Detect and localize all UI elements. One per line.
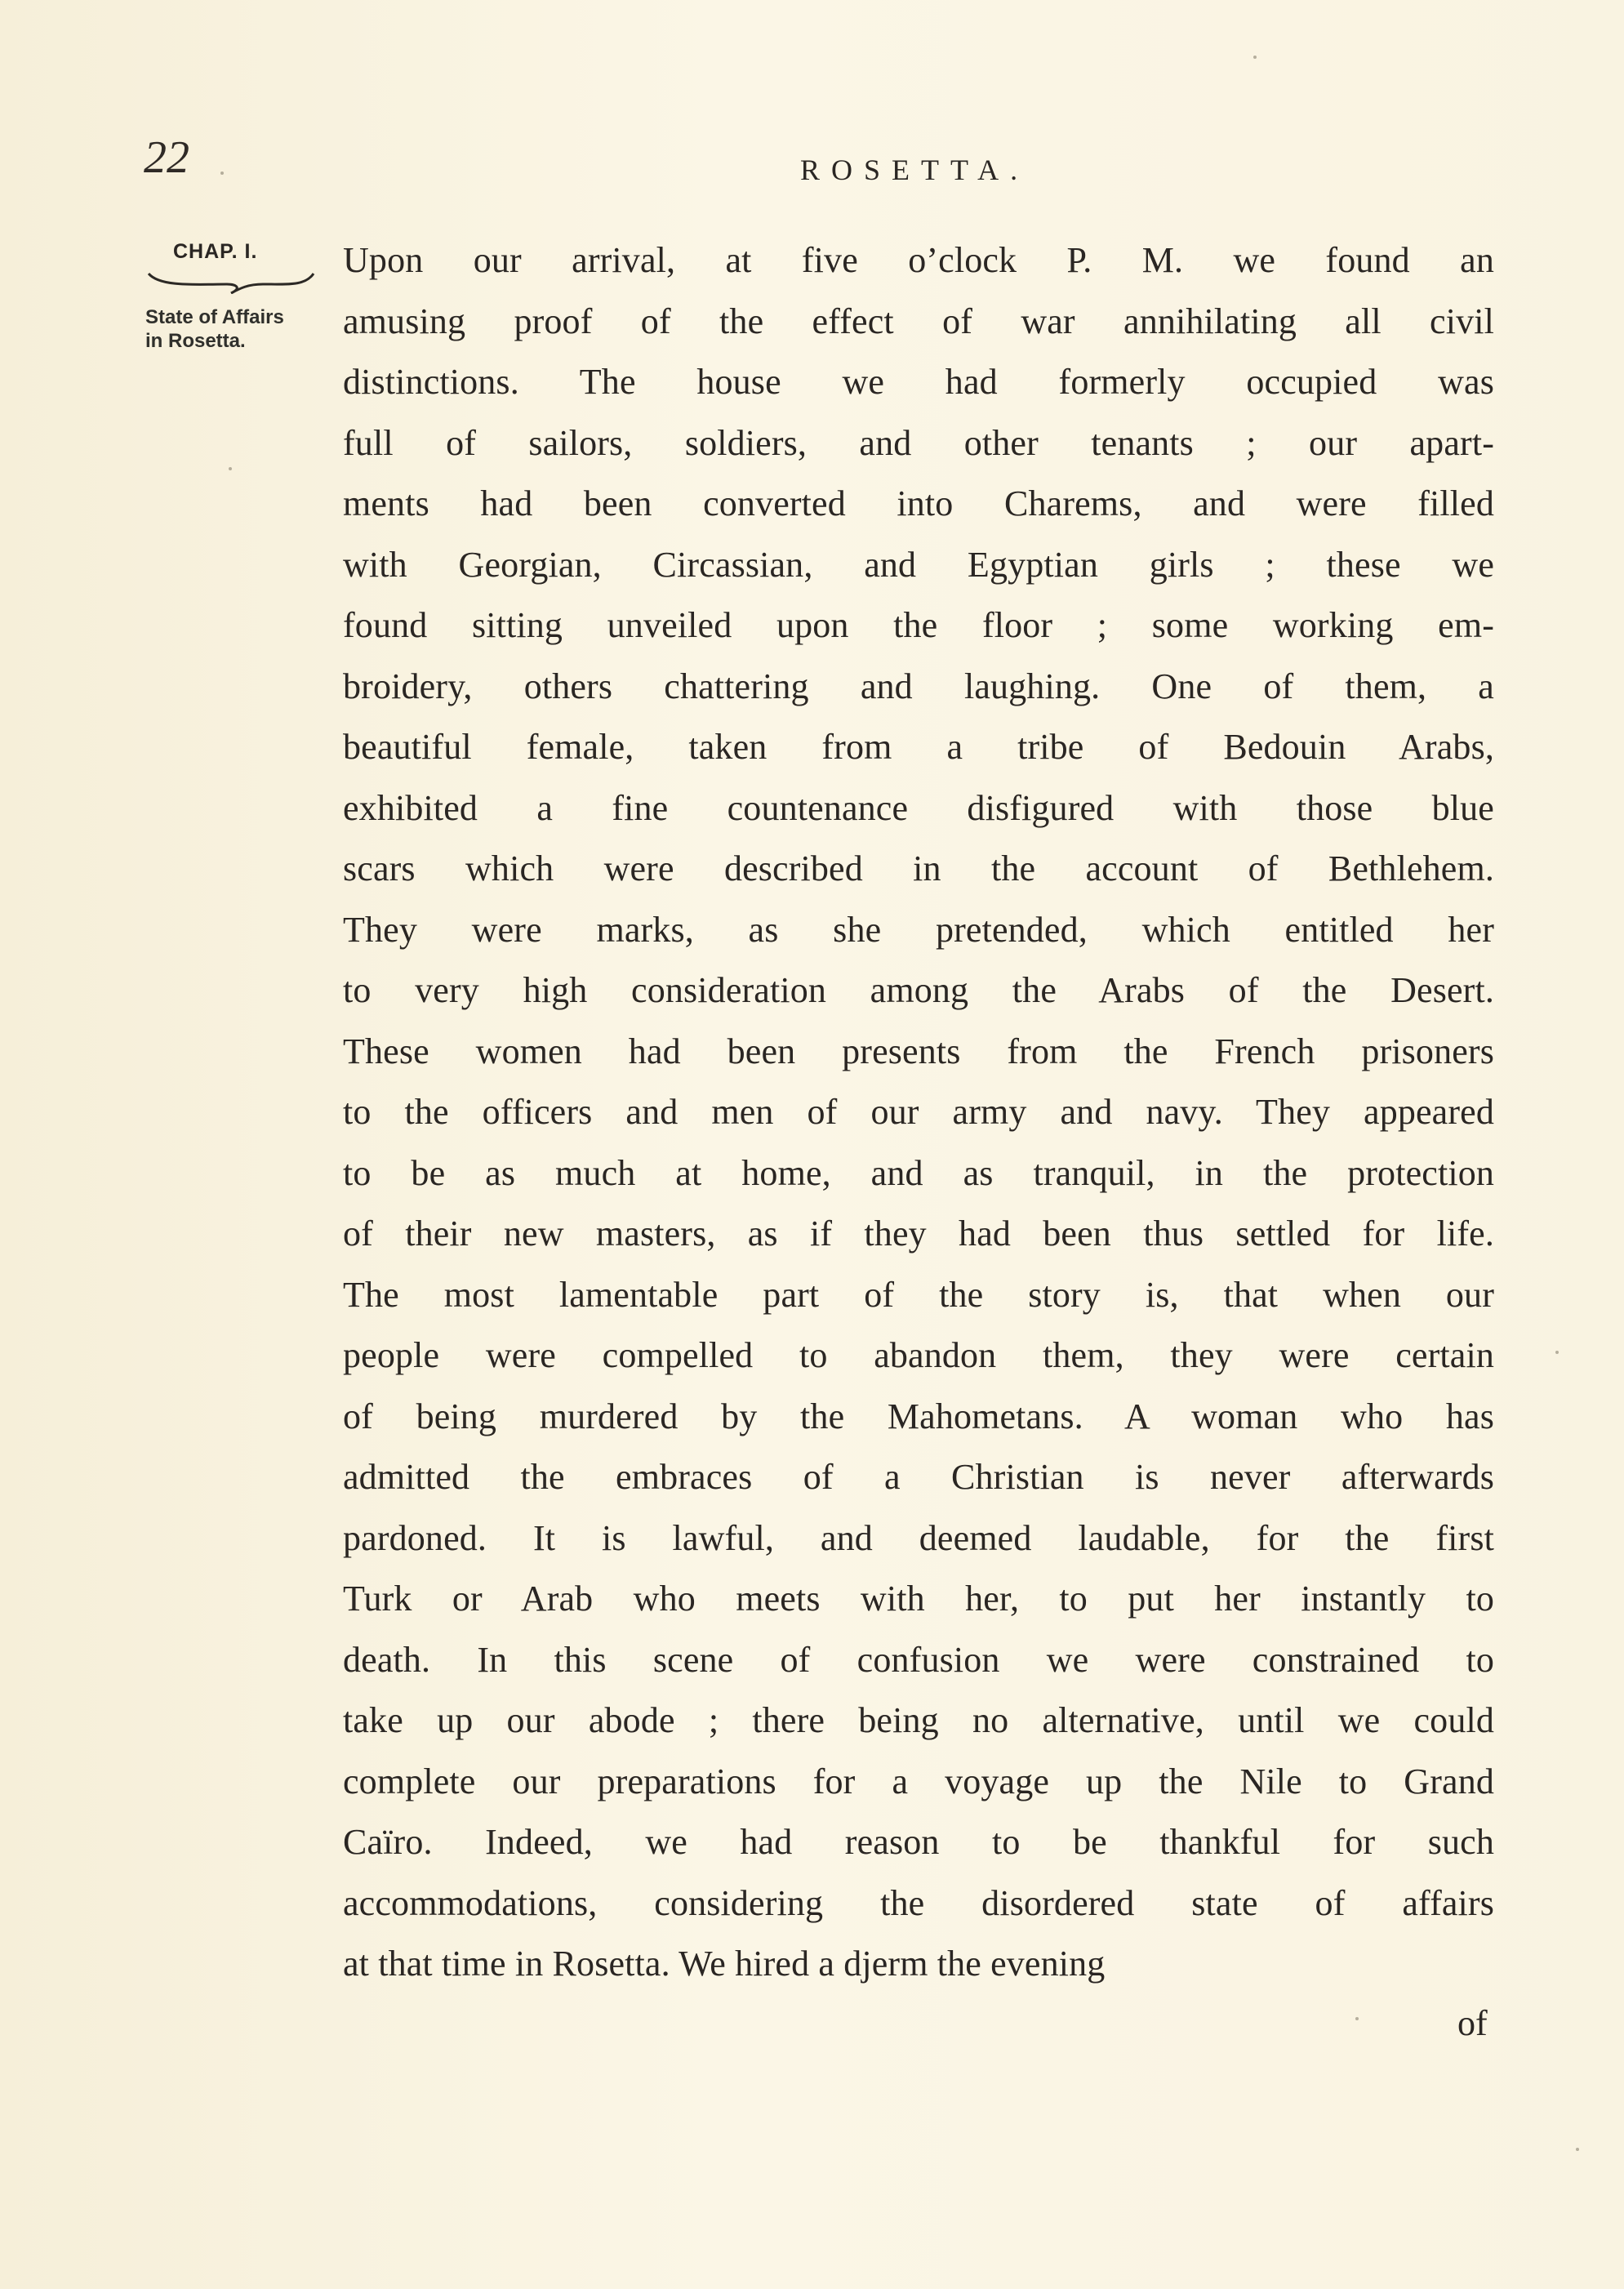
text-line: with Georgian, Circassian, and Egyptian girls ; these we <box>343 544 1494 585</box>
paper-speck <box>229 467 232 470</box>
text-line: distinctions. The house we had formerly occupied was <box>343 362 1494 402</box>
text-line: The most lamentable part of the story is, that when our <box>343 1274 1494 1315</box>
paper-speck <box>1355 2017 1359 2020</box>
text-line: to the officers and men of our army and navy. They appeared <box>343 1092 1494 1132</box>
catchword: of <box>1457 2003 1488 2043</box>
text-line: death. In this scene of confusion we were constrained to <box>343 1639 1494 1680</box>
chapter-label: CHAP. I. <box>173 240 258 263</box>
text-line: ments had been converted into Charems, and were filled <box>343 483 1494 523</box>
running-head: ROSETTA. <box>800 154 1030 186</box>
paper-speck <box>220 171 224 175</box>
text-line: complete our preparations for a voyage up the Nile to Grand <box>343 1761 1494 1801</box>
paper-speck <box>1576 2148 1579 2151</box>
text-line: at that time in Rosetta. We hired a djerm the evening <box>343 1944 1106 1984</box>
chapter-brace <box>145 269 317 294</box>
text-line: to very high consideration among the Arabs of the Desert. <box>343 970 1494 1010</box>
paper-speck <box>1253 56 1257 59</box>
text-line: of being murdered by the Mahometans. A woman who has <box>343 1396 1494 1436</box>
text-line: to be as much at home, and as tranquil, in the protection <box>343 1152 1494 1193</box>
body-text <box>343 230 1494 1995</box>
text-line: amusing proof of the effect of war annihilating all civil <box>343 301 1494 341</box>
text-line: of their new masters, as if they had been thus settled for life. <box>343 1214 1494 1254</box>
text-line: Upon our arrival, at five o’clock P. M. we found an <box>343 240 1494 280</box>
text-line: These women had been presents from the French prisoners <box>343 1031 1494 1071</box>
text-line: Turk or Arab who meets with her, to put her instantly to <box>343 1579 1494 1619</box>
text-line: Caïro. Indeed, we had reason to be thankful for such <box>343 1822 1494 1862</box>
page-number: 22 <box>144 132 189 183</box>
text-line: scars which were described in the account of Bethlehem. <box>343 848 1494 888</box>
text-line: people were compelled to abandon them, they were certain <box>343 1335 1494 1375</box>
paper-speck <box>1555 1351 1559 1354</box>
text-line: admitted the embraces of a Christian is never afterwards <box>343 1457 1494 1497</box>
text-line: beautiful female, taken from a tribe of Bedouin Arabs, <box>343 727 1494 767</box>
text-line: broidery, others chattering and laughing. One of them, a <box>343 666 1494 706</box>
text-line: take up our abode ; there being no alternative, until we could <box>343 1700 1494 1740</box>
text-line: accommodations, considering the disordered state of affairs <box>343 1882 1494 1923</box>
text-line: They were marks, as she pretended, which entitled her <box>343 909 1494 950</box>
text-line: full of sailors, soldiers, and other tenants ; our apart- <box>343 422 1494 463</box>
text-line: found sitting unveiled upon the floor ; some working em- <box>343 605 1494 645</box>
marginal-note: State of Affairs in Rosetta. <box>145 306 284 352</box>
text-line: exhibited a fine countenance disfigured with those blue <box>343 787 1494 828</box>
text-line: pardoned. It is lawful, and deemed laudable, for the first <box>343 1517 1494 1558</box>
